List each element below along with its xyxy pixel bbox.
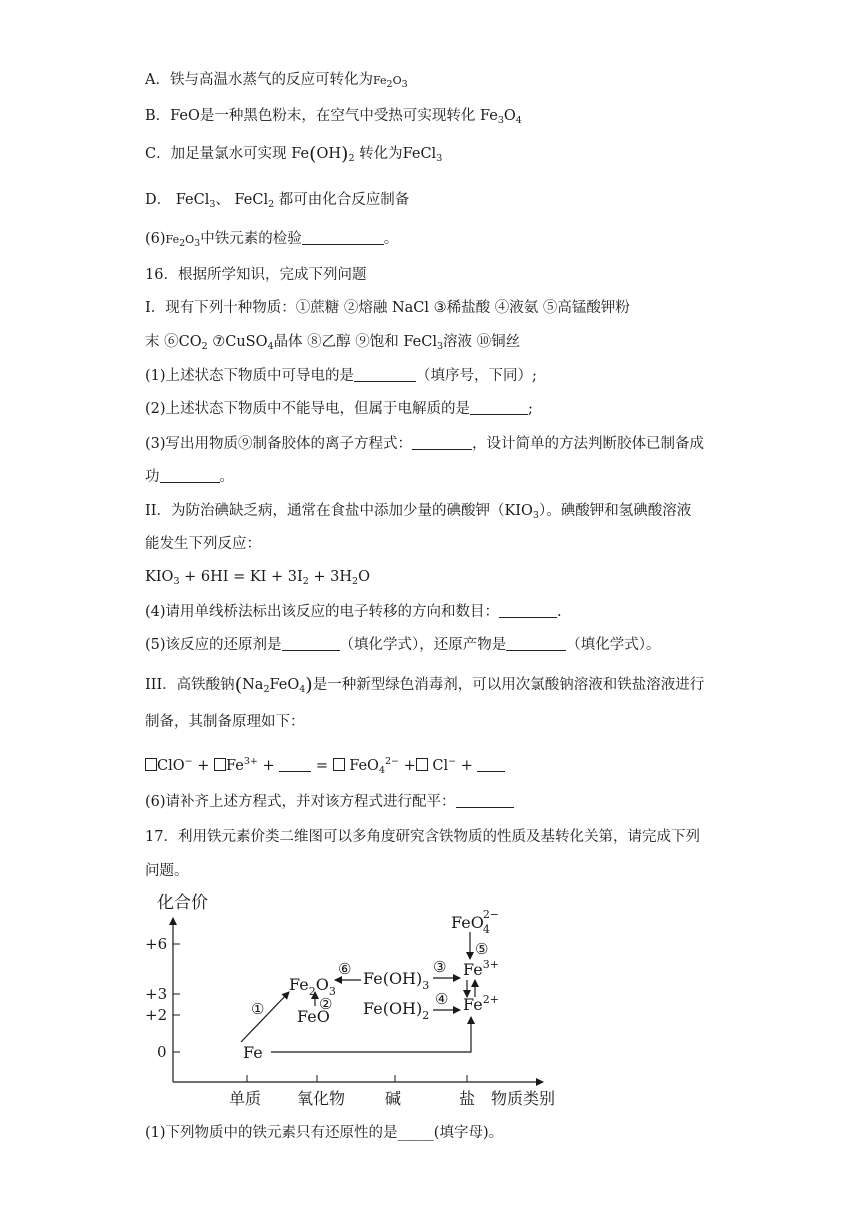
iron-valence-class-diagram (145, 882, 575, 1112)
y-tick-label: 0 (157, 1043, 167, 1061)
x-tick-label: 氧化物 (297, 1089, 346, 1108)
y-tick-label: +2 (145, 1006, 168, 1024)
arrow-label-1: ① (251, 1000, 265, 1018)
q16-I-line1: I．现有下列十种物质：①蔗糖 ②熔融 NaCl ③稀盐酸 ④液氨 ⑤高锰酸钾粉 (145, 300, 630, 316)
q16-3: (3)写出用物质⑨制备胶体的离子方程式： ，设计简单的方法判断胶体已制备成 (145, 436, 705, 452)
q16-1: (1)上述状态下物质中可导电的是 （填序号，下同）; (145, 368, 537, 384)
option-c (145, 144, 442, 169)
x-axis-label: 物质类别 (491, 1089, 556, 1108)
answer-blank[interactable] (302, 230, 384, 245)
answer-blank[interactable] (354, 367, 416, 382)
answer-blank[interactable] (160, 468, 220, 483)
answer-blank[interactable] (456, 793, 514, 808)
arrow-label-4: ④ (435, 990, 449, 1008)
arrow-1 (241, 992, 289, 1042)
q16-III-line1: III．高铁酸钠$(Na_2FeO_4)$是一种新型绿色消毒剂，可以用次氯酸钠溶液和铁盐溶液进行 (145, 674, 705, 696)
x-tick-label: 盐 (459, 1089, 476, 1108)
equation-ferrate: $ClO^- + Fe^{3+}$ + = FeO$_4^{2-}$ + Cl− + (145, 752, 505, 781)
y-tick-label: +6 (145, 935, 168, 953)
species-feoh2: $Fe(OH)_2$ (363, 999, 430, 1022)
species-fe2o3: $Fe_2O_3$ (289, 975, 336, 998)
coefficient-box[interactable] (333, 758, 345, 771)
q16-3-cont: 功 。 (145, 469, 234, 485)
option-d-formula-1: FeCl$_3$ (175, 192, 216, 210)
answer-blank[interactable] (279, 757, 311, 772)
option-d: D． FeCl$_3$、 FeCl$_2$ 都可由化合反应制备 (145, 192, 410, 210)
q16-II-line2: 能发生下列反应： (145, 536, 261, 552)
coefficient-box[interactable] (416, 758, 428, 771)
coefficient-box[interactable] (214, 758, 226, 771)
q16-title: 16．根据所学知识，完成下列问题 (145, 267, 367, 283)
option-a-formula: $Fe_2O_3$ (372, 74, 408, 90)
equation-kio3: $KIO_3 + 6HI$ = KI + $3I_2 + 3H_2O$ (145, 569, 370, 587)
option-c-tail: 转化为FeCl$_3$ (359, 146, 443, 164)
species-fe2-ion: $Fe^{2+}$ (463, 993, 499, 1014)
y-tick-label: +3 (145, 985, 168, 1003)
q16-4: (4)请用单线桥法标出该反应的电子转移的方向和数目： . (145, 604, 562, 620)
q16-6: (6)请补齐上述方程式，并对该方程式进行配平： (145, 792, 514, 812)
answer-blank[interactable] (477, 757, 505, 772)
q16-5: (5)该反应的还原剂是 （填化学式），还原产物是 （填化学式）。 (145, 637, 661, 653)
option-c-formula: $Fe(OH)_2$ (291, 143, 355, 165)
q16-III-line2: 制备，其制备原理如下： (145, 714, 305, 730)
x-tick-label: 碱 (385, 1089, 402, 1108)
species-feoh3: $Fe(OH)_3$ (363, 969, 430, 992)
option-b-text: B．FeO是一种黑色粉末，在空气中受热可实现转化 (145, 108, 476, 124)
species-ferrate: FeO42− (451, 908, 500, 936)
option-a-text: A．铁与高温水蒸气的反应可转化为 (145, 72, 373, 88)
answer-blank[interactable] (282, 636, 340, 651)
option-c-text: C．加足量氯水可实现 (145, 146, 287, 162)
answer-blank[interactable] (506, 636, 566, 651)
q17-1: (1)下列物质中的铁元素只有还原性的是_____(填字母)。 (145, 1125, 504, 1141)
arrow-label-3: ③ (433, 958, 447, 976)
arrow-label-5: ⑤ (475, 940, 489, 958)
q16-2: (2)上述状态下物质中不能导电，但属于电解质的是 ; (145, 401, 533, 417)
species-fe: Fe (243, 1043, 263, 1062)
answer-blank[interactable] (470, 400, 528, 415)
option-b (145, 106, 522, 131)
q16-I-line2: 末 $⑥CO_2$ ⑦CuSO$_4$晶体 ⑧乙醇 ⑨饱和 FeCl$_3$溶液 ⑩铜丝 (145, 334, 521, 352)
species-fe3-ion: $Fe^{3+}$ (463, 958, 499, 979)
arrow-label-6: ⑥ (338, 960, 352, 978)
answer-blank[interactable] (499, 603, 557, 618)
coefficient-box[interactable] (145, 758, 157, 771)
q15-6-formula: $Fe_2O_3$ (165, 233, 201, 249)
option-a (145, 70, 408, 95)
option-b-formula: $Fe_3O_4$ (480, 108, 522, 126)
y-axis-label: 化合价 (157, 893, 208, 913)
arrow-label-2: ② (319, 995, 333, 1013)
q16-II-line1: II．为防治碘缺乏病，通常在食盐中添加少量的碘酸钾$(KIO_3)$。碘酸钾和氢碘酸溶液 (145, 503, 692, 521)
q17-title-cont: 问题。 (145, 863, 189, 879)
option-d-formula-2: FeCl$_2$ (234, 192, 275, 210)
q15-6: $(6)Fe_2O_3$中铁元素的检验 。 (145, 231, 399, 249)
q17-title: 17．利用铁元素价类二维图可以多角度研究含铁物质的性质及基转化关第，请完成下列 (145, 829, 700, 845)
answer-blank[interactable] (412, 435, 472, 450)
x-tick-label: 单质 (229, 1089, 262, 1108)
species-feo: FeO (297, 1007, 330, 1026)
